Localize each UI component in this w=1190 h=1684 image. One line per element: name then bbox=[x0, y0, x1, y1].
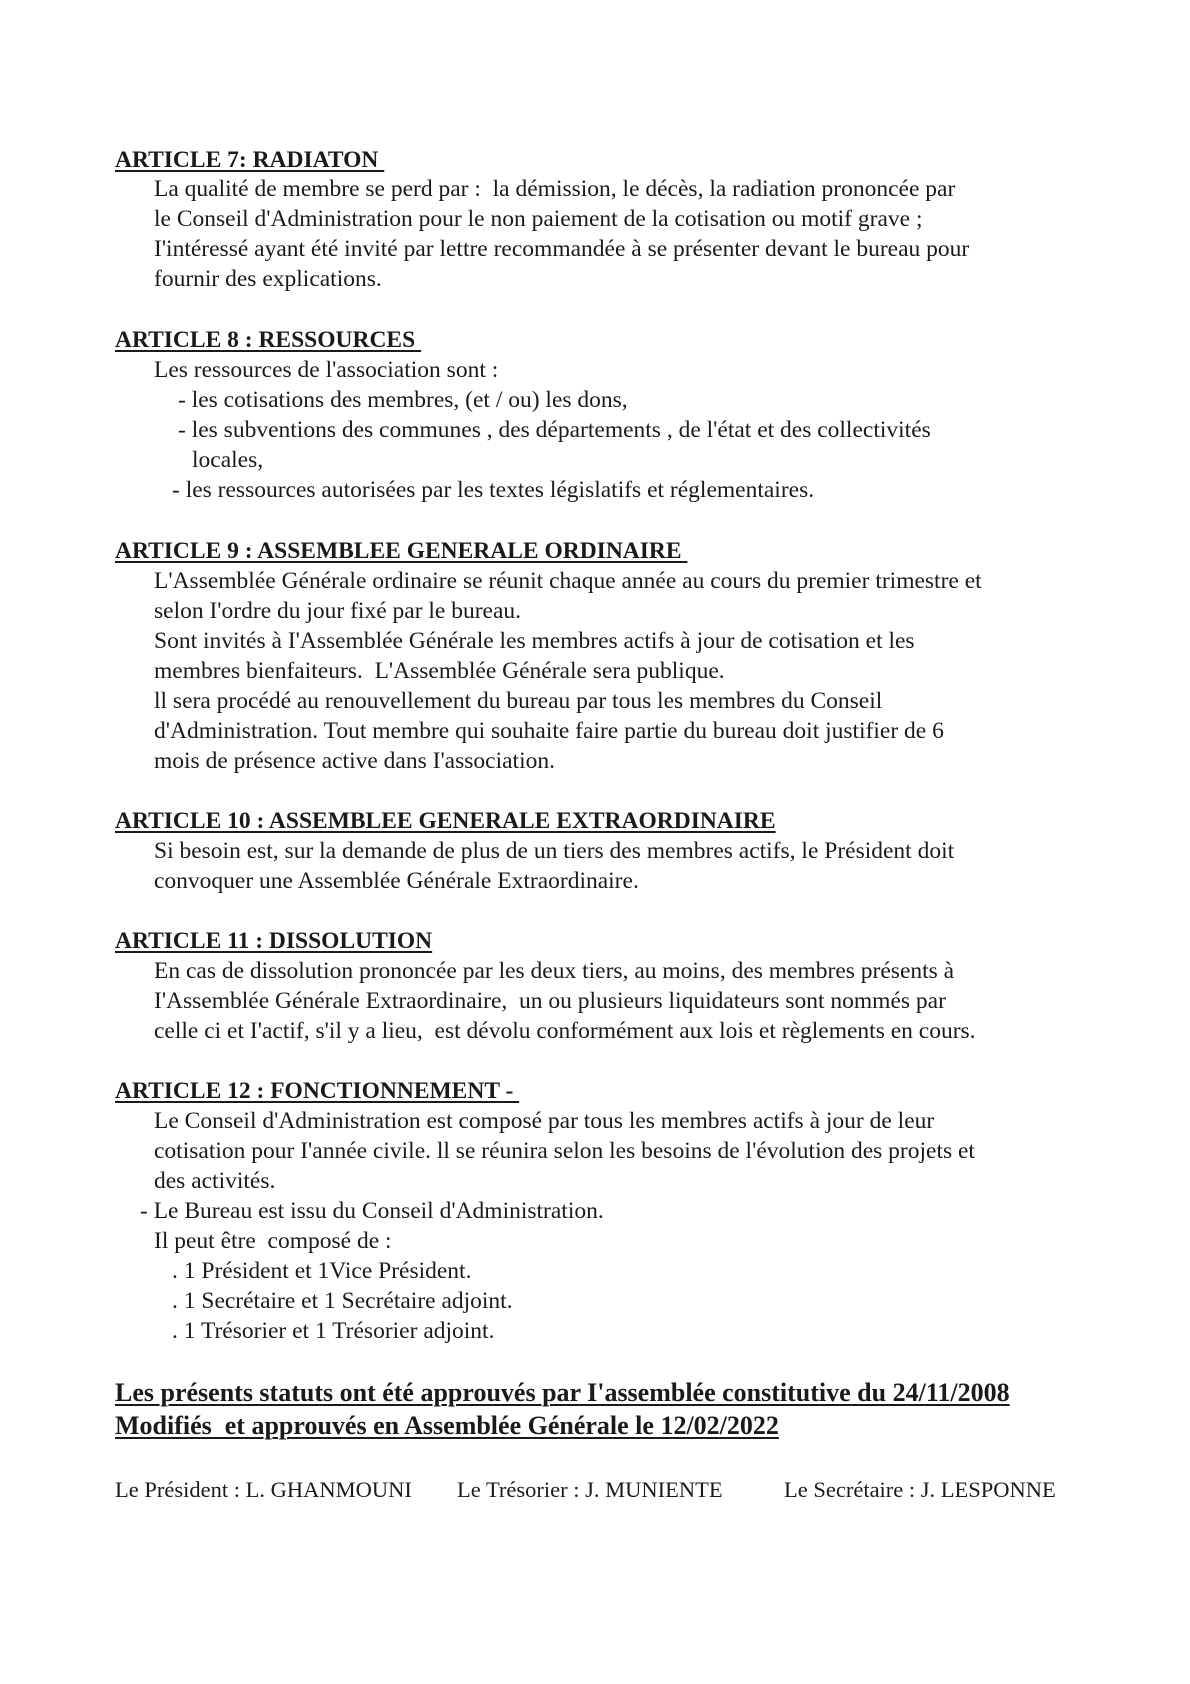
article-8-line-4: locales, bbox=[192, 447, 264, 473]
article-8-line-3: - les subventions des communes , des départements , de l'état et des collectivités bbox=[178, 417, 931, 443]
article-12-line-5: Il peut être composé de : bbox=[154, 1228, 392, 1254]
article-9-line-2: selon I'ordre du jour fixé par le bureau. bbox=[154, 598, 522, 624]
article-10-title: ARTICLE 10 : ASSEMBLEE GENERALE EXTRAORDINAIRE bbox=[115, 808, 776, 834]
article-12-title: ARTICLE 12 : FONCTIONNEMENT - bbox=[115, 1078, 520, 1104]
article-12-line-8: . 1 Trésorier et 1 Trésorier adjoint. bbox=[172, 1318, 495, 1344]
article-7-line-1: La qualité de membre se perd par : la démission, le décès, la radiation prononcée par bbox=[154, 176, 956, 202]
article-8-line-1: Les ressources de l'association sont : bbox=[154, 357, 499, 383]
article-9-line-1: L'Assemblée Générale ordinaire se réunit chaque année au cours du premier trimestre et bbox=[154, 568, 982, 594]
article-11-line-1: En cas de dissolution prononcée par les deux tiers, au moins, des membres présents à bbox=[154, 958, 955, 984]
article-7-line-4: fournir des explications. bbox=[154, 266, 382, 292]
article-12-line-6: . 1 Président et 1Vice Président. bbox=[172, 1258, 472, 1284]
article-9-line-7: mois de présence active dans I'association. bbox=[154, 748, 555, 774]
article-9-line-5: ll sera procédé au renouvellement du bureau par tous les membres du Conseil bbox=[154, 688, 883, 714]
article-8-title: ARTICLE 8 : RESSOURCES bbox=[115, 327, 422, 353]
article-8-line-5: - les ressources autorisées par les textes législatifs et réglementaires. bbox=[172, 477, 815, 503]
article-7-line-2: le Conseil d'Administration pour le non paiement de la cotisation ou motif grave ; bbox=[154, 206, 923, 232]
article-12-line-7: . 1 Secrétaire et 1 Secrétaire adjoint. bbox=[172, 1288, 513, 1314]
article-12-line-2: cotisation pour I'année civile. ll se réunira selon les besoins de l'évolution des projets et bbox=[154, 1138, 975, 1164]
article-10-line-1: Si besoin est, sur la demande de plus de un tiers des membres actifs, le Président doit bbox=[154, 838, 955, 864]
signature-president: Le Président : L. GHANMOUNI bbox=[115, 1477, 412, 1502]
approval-statement-line-2: Modifiés et approuvés en Assemblée Générale le 12/02/2022 bbox=[115, 1411, 779, 1440]
article-11-line-3: celle ci et I'actif, s'il y a lieu, est dévolu conformément aux lois et règlements en cours. bbox=[154, 1018, 976, 1044]
article-10-line-2: convoquer une Assemblée Générale Extraordinaire. bbox=[154, 868, 639, 894]
article-12-line-3: des activités. bbox=[154, 1168, 276, 1194]
article-11-title: ARTICLE 11 : DISSOLUTION bbox=[115, 928, 433, 954]
article-7-title: ARTICLE 7: RADIATON bbox=[115, 147, 385, 173]
article-12-line-4: - Le Bureau est issu du Conseil d'Administration. bbox=[140, 1198, 604, 1224]
signature-treasurer: Le Trésorier : J. MUNIENTE bbox=[457, 1477, 723, 1502]
article-12-line-1: Le Conseil d'Administration est composé par tous les membres actifs à jour de leur bbox=[154, 1108, 935, 1134]
article-9-line-3: Sont invités à I'Assemblée Générale les membres actifs à jour de cotisation et les bbox=[154, 628, 915, 654]
article-9-title: ARTICLE 9 : ASSEMBLEE GENERALE ORDINAIRE bbox=[115, 538, 688, 564]
signature-secretary: Le Secrétaire : J. LESPONNE bbox=[784, 1477, 1056, 1502]
article-7-line-3: I'intéressé ayant été invité par lettre recommandée à se présenter devant le bureau pour bbox=[154, 236, 970, 262]
article-9-line-4: membres bienfaiteurs. L'Assemblée Générale sera publique. bbox=[154, 658, 725, 684]
article-9-line-6: d'Administration. Tout membre qui souhaite faire partie du bureau doit justifier de 6 bbox=[154, 718, 944, 744]
article-11-line-2: I'Assemblée Générale Extraordinaire, un ou plusieurs liquidateurs sont nommés par bbox=[154, 988, 946, 1014]
article-8-line-2: - les cotisations des membres, (et / ou) les dons, bbox=[178, 387, 628, 413]
approval-statement-line-1: Les présents statuts ont été approuvés par I'assemblée constitutive du 24/11/2008 bbox=[115, 1378, 1010, 1407]
